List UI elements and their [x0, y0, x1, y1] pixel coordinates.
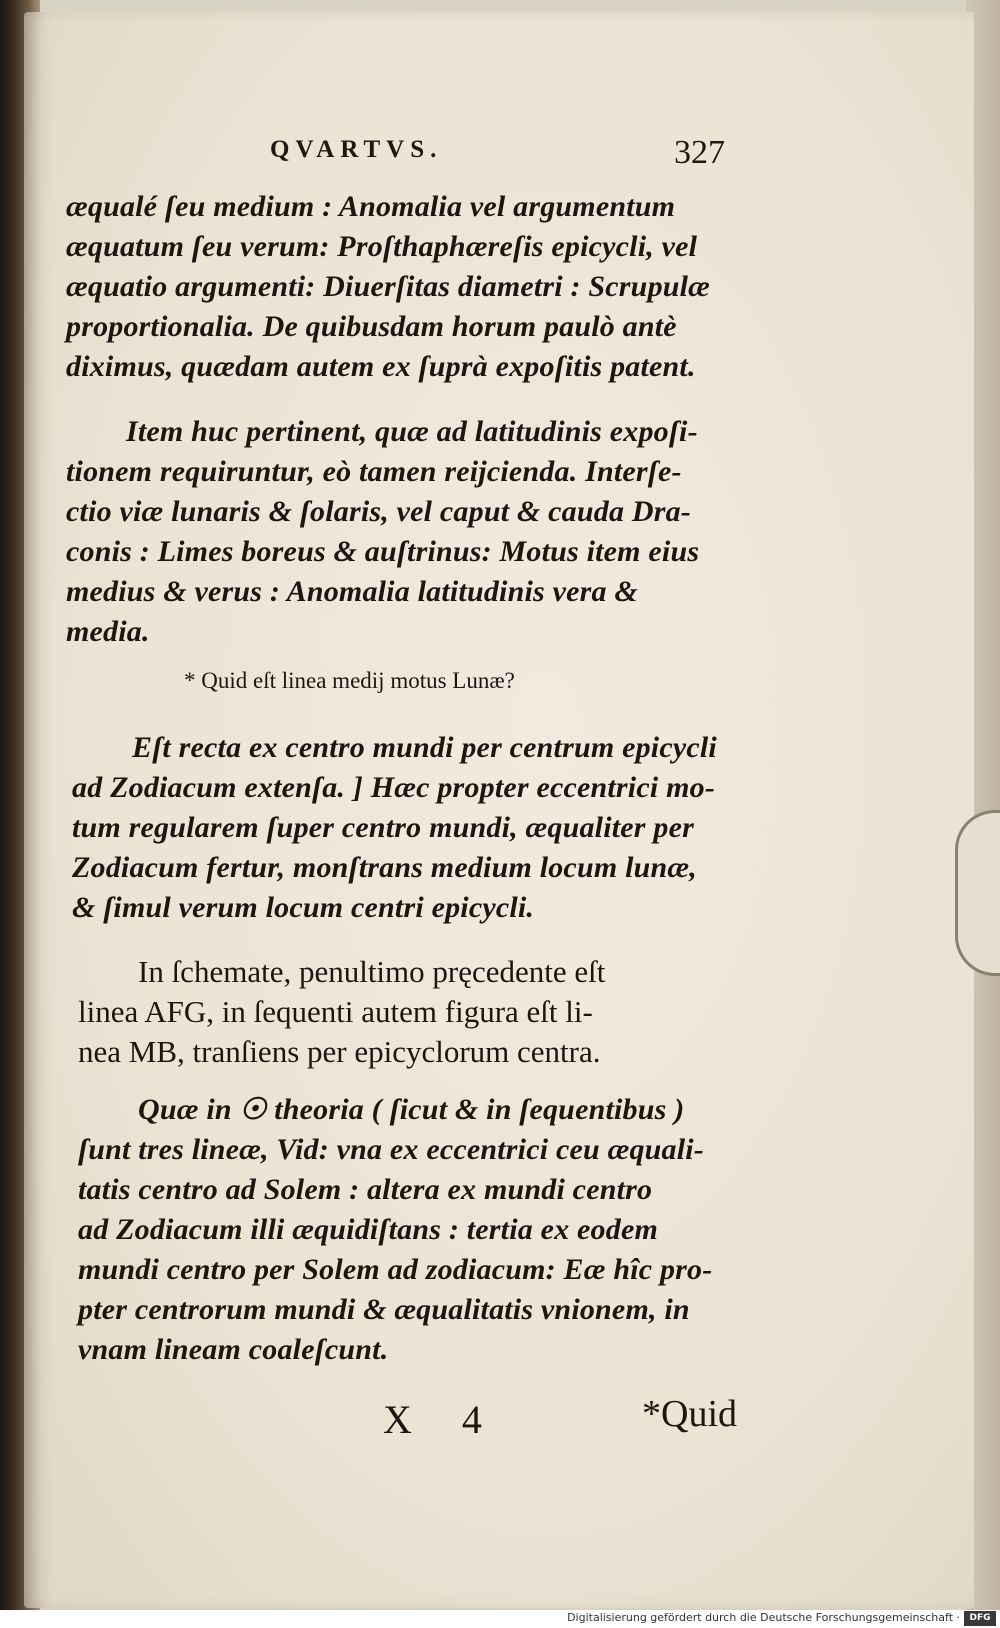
text-line: ad Zodiacum illi æquidiſtans : tertia ex eodem	[78, 1213, 659, 1246]
paragraph-3	[72, 728, 742, 928]
text-line: tatis centro ad Solem : altera ex mundi centro	[78, 1173, 653, 1206]
text-line: Eſt recta ex centro mundi per centrum epicycli	[132, 731, 717, 764]
text-line: medius & verus : Anomalia latitudinis vera &	[66, 575, 638, 608]
page-number: 327	[674, 134, 725, 171]
paragraph-2	[66, 412, 736, 652]
text-line: nea MB, tranſiens per epicyclorum centra.	[78, 1034, 601, 1069]
paragraph-5	[78, 1090, 748, 1370]
text-line: ad Zodiacum extenſa. ] Hæc propter eccentrici mo-	[72, 771, 716, 804]
text-line: ctio viæ lunaris & ſolaris, vel caput & cauda Dra-	[66, 495, 691, 528]
text-line: conis : Limes boreus & auſtrinus: Motus item eius	[66, 535, 700, 568]
text-line: vnam lineam coaleſcunt.	[78, 1333, 389, 1366]
text-line: proportionalia. De quibusdam horum paulò antè	[66, 310, 677, 343]
text-line: ſunt tres lineæ, Vid: vna ex eccentrici ceu æquali-	[78, 1133, 704, 1166]
text-line: Zodiacum fertur, monſtrans medium locum lunæ,	[72, 851, 697, 884]
paragraph-1	[66, 187, 736, 387]
text-line: tum regularem ſuper centro mundi, æqualiter per	[72, 811, 694, 844]
funding-credit: Digitalisierung gefördert durch die Deutsche Forschungsgemeinschaft ·	[567, 1611, 960, 1624]
paragraph-4	[78, 952, 748, 1072]
text-line: In ſchemate, penultimo pręcedente eſt	[138, 954, 606, 989]
text-line: Item huc pertinent, quæ ad latitudinis expoſi-	[126, 415, 698, 448]
dfg-logo: DFG	[964, 1611, 996, 1626]
book-clasp	[955, 810, 1000, 976]
text-line: æquatio argumenti: Diuerſitas diametri : Scrupulæ	[66, 270, 711, 303]
page-header	[0, 134, 1000, 174]
text-line: tionem requiruntur, eò tamen reijcienda. Interſe-	[66, 455, 682, 488]
text-line: media.	[66, 615, 150, 648]
text-line: diximus, quædam autem ex ſuprà expoſitis patent.	[66, 350, 696, 383]
catchword: *Quid	[642, 1393, 737, 1435]
text-line: æqualé ſeu medium : Anomalia vel argumentum	[66, 190, 676, 223]
text-line: linea AFG, in ſequenti autem figura eſt li-	[78, 994, 593, 1029]
digitization-footer	[0, 1610, 1000, 1628]
text-line: mundi centro per Solem ad zodiacum: Eæ hîc pro-	[78, 1253, 713, 1286]
running-head: QVARTVS.	[270, 136, 443, 163]
text-line: æquatum ſeu verum: Proſthaphæreſis epicycli, vel	[66, 230, 698, 263]
text-line: Quæ in ☉ theoria ( ſicut & in ſequentibus )	[138, 1093, 685, 1126]
marginal-question: * Quid eſt linea medij motus Lunæ?	[184, 668, 515, 693]
text-line: & ſimul verum locum centri epicycli.	[72, 891, 535, 924]
signature-mark: X 4	[383, 1397, 502, 1442]
text-line: pter centrorum mundi & æqualitatis vnionem, in	[78, 1293, 690, 1326]
